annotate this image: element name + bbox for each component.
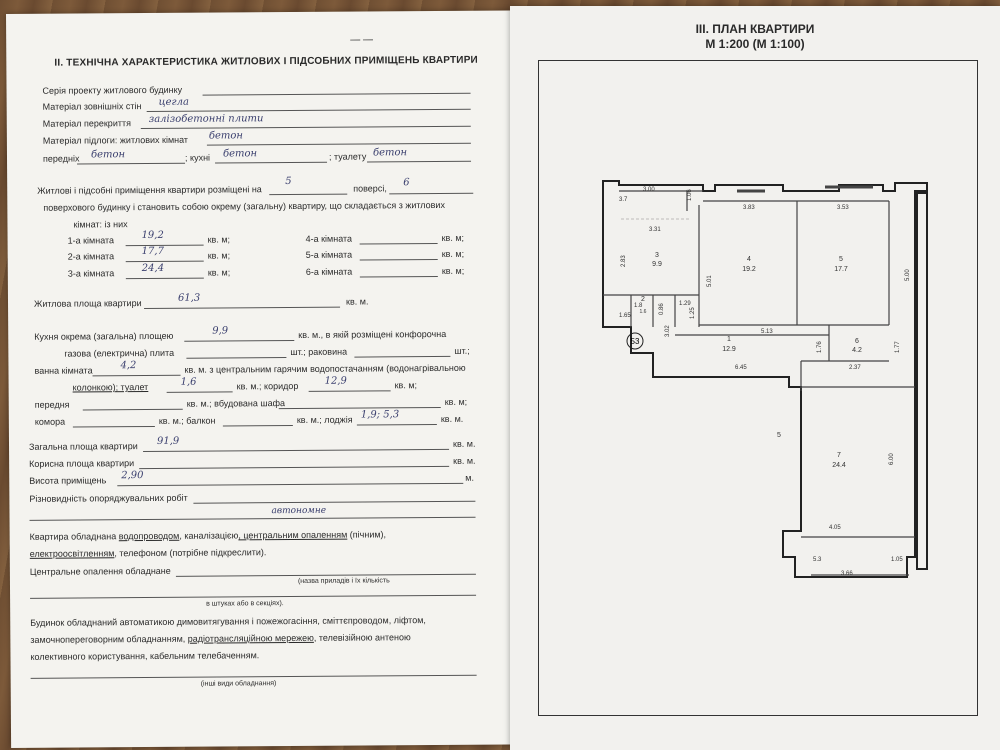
dim-18: 1.77 <box>895 341 901 353</box>
room-6-no: 6 <box>855 338 859 345</box>
dim-14: 1.25 <box>690 307 696 319</box>
room-5-label: 5-а кімната <box>305 249 353 260</box>
walls-line <box>147 109 471 112</box>
wc-line <box>167 391 233 392</box>
room-5-area: 17.7 <box>834 266 848 273</box>
total-value: 91,9 <box>156 435 180 447</box>
dim-2: 1.06 <box>687 189 693 201</box>
ceiling-value: залізобетонні плити <box>148 113 264 126</box>
front-label: передня <box>34 399 70 410</box>
builtin-label: кв. м.; вбудована шафа <box>186 398 286 409</box>
stove-label: газова (електрична) плита <box>64 347 175 359</box>
sink-line <box>354 356 450 358</box>
dim-7: 2.83 <box>621 255 627 267</box>
stove-unit: шт.; раковина <box>290 346 348 358</box>
dim-5: 3.7 <box>619 197 628 203</box>
plan-scale: М 1:200 (М 1:100) <box>705 37 805 51</box>
finish-label: Різновидність опоряджувальних робіт <box>29 492 188 504</box>
room-4-line <box>360 243 438 245</box>
mark-5: 5 <box>777 432 781 439</box>
loggia-unit: кв. м. <box>440 413 464 424</box>
dim-12: 0.86 <box>659 303 665 315</box>
walls-value: цегла <box>158 96 189 108</box>
room-1-area: 12.9 <box>722 346 736 353</box>
dim-9: 5.00 <box>905 269 911 281</box>
equipment-line-1 <box>30 529 386 541</box>
equipment-line-2 <box>30 547 267 559</box>
rooms-of-label: кімнат: із них <box>73 219 128 230</box>
bath-value: 4,2 <box>120 360 137 372</box>
loggia-value: 1,9; 5,3 <box>360 409 400 421</box>
devices-note: (назва приладів і їх кількість <box>297 577 390 585</box>
building-2c: , телевізійною антеною <box>313 632 411 643</box>
dim-23: 5.3 <box>813 557 822 563</box>
dim-15: 3.02 <box>665 325 671 337</box>
dim-8: 5.01 <box>707 275 713 287</box>
room-2-value: 17,7 <box>141 245 164 258</box>
room-1-no: 1 <box>727 336 731 343</box>
central-heating-line <box>176 574 476 577</box>
dim-16: 5.13 <box>761 329 773 335</box>
dim-25: 1.05 <box>891 557 903 563</box>
storage-line <box>73 426 155 428</box>
toilet-value: бетон <box>372 147 408 159</box>
building-2b: радіотрансляційною мережею <box>187 632 314 644</box>
storey-text: поверхового будинку і становить собою окрему (загальну) квартиру, що складається з житлових <box>43 199 445 213</box>
dim-22: 4.05 <box>829 525 841 531</box>
room-3-no: 3 <box>655 252 659 259</box>
living-area-line <box>144 307 340 309</box>
room-1-label: 1-а кімната <box>67 235 115 246</box>
dim-21: 6.00 <box>889 453 895 465</box>
bath-line <box>93 375 181 377</box>
room-1-value: 19,2 <box>141 229 164 242</box>
room-3-value: 24,4 <box>141 262 165 275</box>
kitchen-value: бетон <box>222 148 258 160</box>
floor-label: Матеріал підлоги: житлових кімнат <box>42 134 189 146</box>
room-2-label: 2-а кімната <box>67 251 115 262</box>
column-label: колонкою); туалет <box>72 382 149 393</box>
floor-num-line <box>269 194 347 196</box>
kitchen-area-line <box>184 340 294 342</box>
floors-total-value: 6 <box>403 177 410 189</box>
living-area-unit: кв. м. <box>345 296 369 307</box>
corridor-line <box>309 390 391 392</box>
apartment-number: 53 <box>630 337 640 346</box>
kitchen-line <box>215 162 327 164</box>
outer-wall <box>603 181 927 577</box>
other-line <box>31 675 477 679</box>
dim-24: 3.66 <box>841 571 853 577</box>
hall-label: передніх <box>42 153 80 164</box>
room-7-no: 7 <box>837 452 841 459</box>
corridor-value: 12,9 <box>324 375 347 387</box>
room-4-unit: кв. м; <box>441 232 465 243</box>
stove-line <box>186 357 286 359</box>
dim-20: 2.37 <box>849 365 861 371</box>
technical-characteristics-page <box>6 10 515 748</box>
room-3-unit: кв. м; <box>207 267 231 278</box>
building-line-2 <box>30 632 410 645</box>
kitchen-area-value: 9,9 <box>212 325 229 337</box>
floor-plan-drawing <box>539 61 977 715</box>
room-4-no: 4 <box>747 256 751 263</box>
living-area-label: Житлова площа квартири <box>33 298 142 309</box>
front-line <box>83 409 183 411</box>
room-2-no: 2 <box>641 296 645 303</box>
room-6-label: 6-а кімната <box>305 266 353 277</box>
height-value: 2,90 <box>121 470 144 482</box>
balcony-line <box>223 425 293 426</box>
room-2-area: 1.6 <box>639 309 647 315</box>
other-note: (інші види обладнання) <box>200 680 277 688</box>
floor-word: поверсі, <box>353 183 387 194</box>
equip-1c: , каналізацією <box>179 530 239 541</box>
ventilation-shaft <box>917 193 927 569</box>
total-unit: кв. м. <box>452 438 476 449</box>
dim-4: 3.53 <box>837 205 849 211</box>
series-line <box>203 93 471 96</box>
useful-unit: кв. м. <box>453 455 476 466</box>
heating-handwritten: автономне <box>271 505 327 517</box>
room-6-area: 4.2 <box>852 347 862 354</box>
equip-1d: , центральним опаленням <box>238 529 348 541</box>
pieces-note: в штуках або в секціях). <box>206 600 284 608</box>
useful-line <box>139 466 449 469</box>
central-heating-label: Центральне опалення обладнане <box>29 565 171 577</box>
room-2-unit: кв. м; <box>207 250 231 261</box>
balcony-label: кв. м.; балкон <box>158 415 216 426</box>
bath-label: ванна кімната <box>34 365 93 376</box>
height-line <box>117 483 463 486</box>
walls-label: Матеріал зовнішніх стін <box>42 101 142 112</box>
series-label: Серія проекту житлового будинку <box>42 84 183 96</box>
toilet-label: ; туалету <box>328 151 367 162</box>
kitchen-area-label: Кухня окрема (загальна) площею <box>34 330 174 342</box>
room-1-unit: кв. м; <box>207 234 231 245</box>
height-unit: м. <box>465 472 474 483</box>
kitchen-label: ; кухні <box>184 152 211 163</box>
room-2-line <box>126 261 204 263</box>
corridor-unit: кв. м; <box>394 380 418 391</box>
finish-line <box>193 501 475 504</box>
dim-3: 3.83 <box>743 205 755 211</box>
builtin-unit: кв. м; <box>444 396 468 407</box>
building-line-1: Будинок обладнаний автоматикою димовитягування і пожежогасіння, сміттєпроводом, ліфтом, <box>30 615 426 628</box>
wc-value: 1,6 <box>180 376 197 388</box>
ceiling-line <box>141 126 471 129</box>
equip-1a: Квартира обладнана <box>29 531 117 542</box>
floor-value: бетон <box>208 130 244 142</box>
hall-value: бетон <box>90 149 126 161</box>
ceiling-label: Матеріал перекриття <box>42 118 131 129</box>
room-3-label: 3-а кімната <box>67 268 115 279</box>
equip-1e: (пічним), <box>347 529 387 540</box>
loggia-label: кв. м.; лоджія <box>296 414 353 425</box>
apartment-plan-page <box>510 6 1000 750</box>
room-7-area: 24.4 <box>832 462 846 469</box>
loggia-line <box>357 424 437 426</box>
room-3-line <box>126 278 204 280</box>
floor-line <box>207 143 471 146</box>
room-6-unit: кв. м; <box>441 265 465 276</box>
building-2a: замочнопереговорним обладнанням, <box>30 633 186 645</box>
room-4-area: 19.2 <box>742 266 756 273</box>
room-5-line <box>360 259 438 261</box>
dim-17: 1.76 <box>817 341 823 353</box>
room-3-area: 9.9 <box>652 261 662 268</box>
plan-title: III. ПЛАН КВАРТИРИ <box>695 22 815 36</box>
equip-1b: водопроводом <box>118 530 180 542</box>
dim-11: 1.8 <box>634 303 643 309</box>
room-5-no: 5 <box>839 256 843 263</box>
height-label: Висота приміщень <box>29 475 107 486</box>
storage-label: комора <box>34 416 66 427</box>
useful-label: Корисна площа квартири <box>29 458 135 469</box>
corridor-label: кв. м.; коридор <box>236 380 299 392</box>
room-5-unit: кв. м; <box>441 248 465 259</box>
dim-13: 1.29 <box>679 301 691 307</box>
floors-total-line <box>389 193 473 195</box>
equip-2b: , телефоном (потрібне підкреслити). <box>114 547 267 559</box>
room-4-label: 4-а кімната <box>305 233 353 244</box>
total-label: Загальна площа квартири <box>28 441 138 452</box>
hall-line <box>77 163 185 165</box>
bath-tail: кв. м. з центральним гарячим водопостачанням (водонагрівальною <box>184 362 466 375</box>
builtin-line <box>279 407 441 409</box>
dim-10: 1.65 <box>619 313 631 319</box>
dim-6: 3.31 <box>649 227 661 233</box>
plan-frame <box>538 60 978 716</box>
located-label: Житлові і підсобні приміщення квартири розміщені на <box>37 184 262 196</box>
toilet-line <box>367 161 471 163</box>
finish-line-2 <box>30 517 476 521</box>
total-line <box>143 449 449 452</box>
dim-19: 6.45 <box>735 365 747 371</box>
devices-line <box>30 595 476 599</box>
dim-1: 3.00 <box>643 187 655 193</box>
kitchen-area-tail: кв. м., в якій розміщені конфорочна <box>298 328 447 340</box>
living-area-value: 61,3 <box>177 292 201 304</box>
room-1-line <box>126 245 204 247</box>
floor-num-value: 5 <box>285 176 292 188</box>
room-6-line <box>360 276 438 278</box>
equip-2a: електроосвітленням <box>29 548 115 559</box>
top-mark: — — <box>350 34 374 46</box>
sink-unit: шт.; <box>454 345 470 356</box>
building-line-3: колективного користування, кабельним телебаченням. <box>30 650 260 662</box>
section-title: II. ТЕХНІЧНА ХАРАКТЕРИСТИКА ЖИТЛОВИХ І ПІДСОБНИХ ПРИМІЩЕНЬ КВАРТИРИ <box>54 54 478 69</box>
